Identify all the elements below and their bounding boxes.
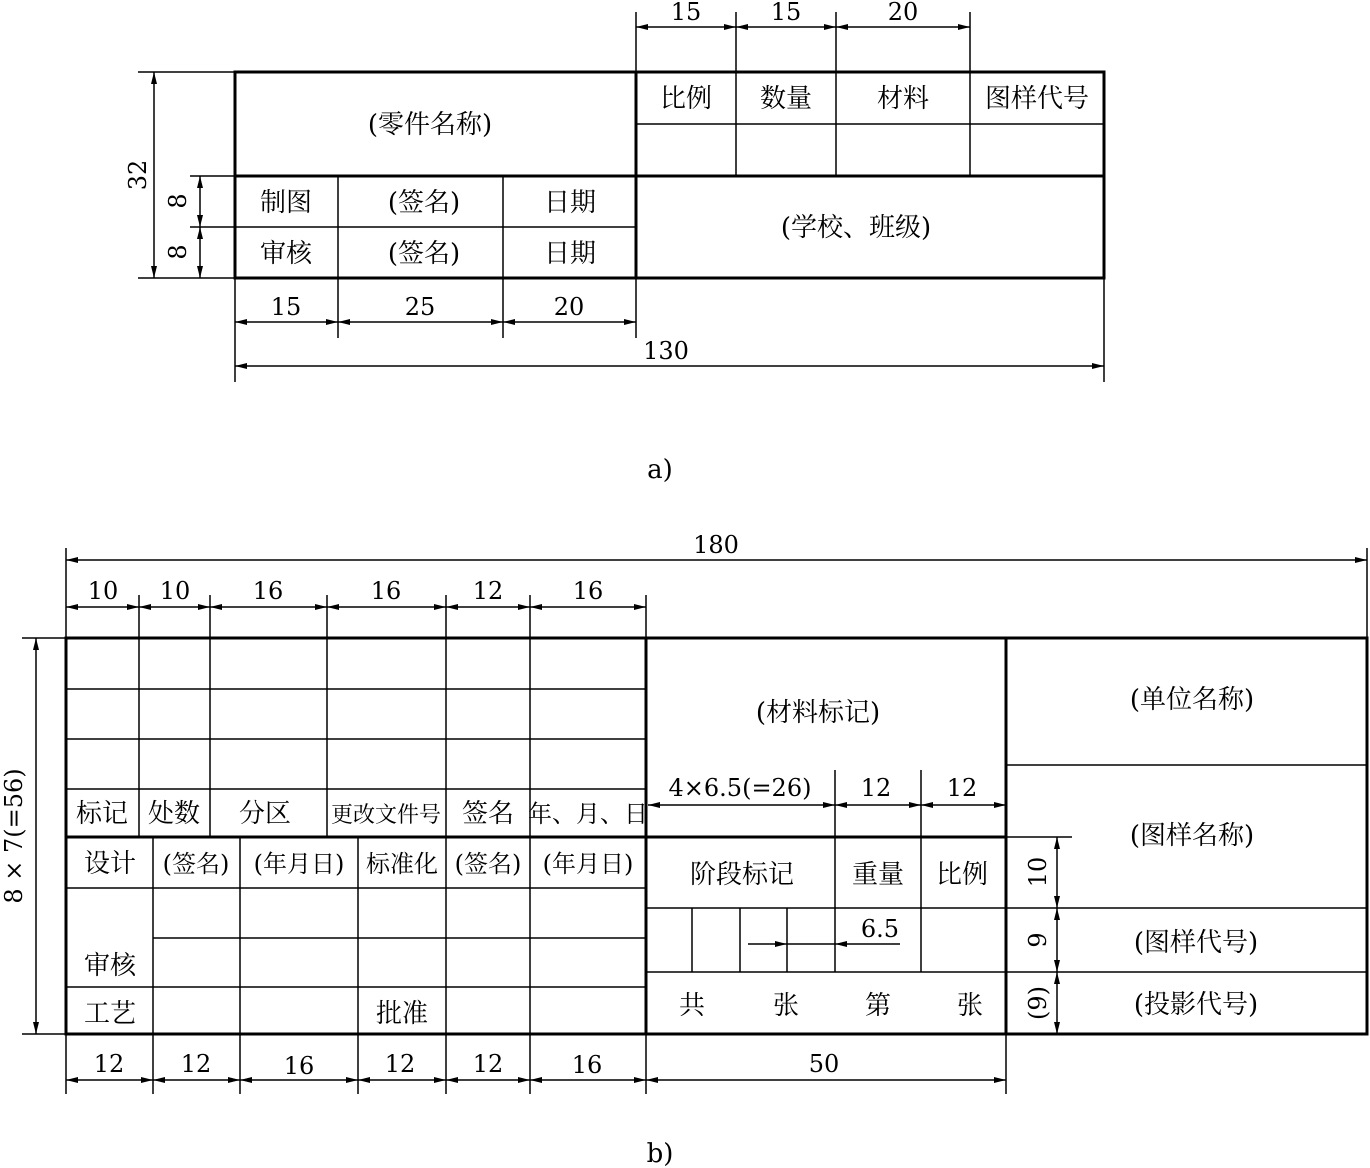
dim-row-1: 8 <box>164 193 192 209</box>
dim-stage-cell: 6.5 <box>860 915 900 943</box>
dim-total-width: 130 <box>643 337 689 365</box>
rev-header-doc-no: 更改文件号 <box>330 803 442 828</box>
rev-header-count: 处数 <box>147 799 201 829</box>
drafter-signature: (签名) <box>387 188 461 218</box>
dim-b-top-2: 10 <box>159 577 191 605</box>
dim-height-total: 32 <box>124 159 152 191</box>
dim-b-top-1: 10 <box>87 577 119 605</box>
dim-b-bottom-6: 16 <box>571 1051 603 1079</box>
dim-top-1: 15 <box>670 0 702 26</box>
figure-a <box>124 0 1104 485</box>
dim-scale-width: 12 <box>946 774 978 802</box>
dim-right-1: 10 <box>1024 856 1052 888</box>
drawing-name-label: (图样名称) <box>1129 821 1255 851</box>
part-name-label: (零件名称) <box>367 110 493 140</box>
material-mark-label: (材料标记) <box>755 698 881 728</box>
sheet-index-label: 第 <box>864 991 892 1021</box>
dim-b-top-6: 16 <box>572 577 604 605</box>
reviewer-signature: (签名) <box>387 239 461 269</box>
standardization-date: (年月日) <box>542 850 634 878</box>
dim-top-2: 15 <box>770 0 802 26</box>
weight-label: 重量 <box>851 860 905 890</box>
sheet-unit-label-2: 张 <box>956 991 984 1021</box>
dim-row-2: 8 <box>164 244 192 260</box>
reviewer-label: 审核 <box>259 239 313 269</box>
sheet-total-label: 共 <box>678 991 706 1021</box>
drawing-code-label: (图样代号) <box>1133 928 1259 958</box>
rev-header-sign: 签名 <box>461 799 515 829</box>
dim-b-total-width: 180 <box>693 531 739 559</box>
dim-b-bottom-1: 12 <box>93 1050 125 1078</box>
rev-header-date: 年、月、日 <box>528 800 648 828</box>
design-signature: (签名) <box>162 850 230 878</box>
projection-code-label: (投影代号) <box>1133 990 1259 1020</box>
rev-header-mark: 标记 <box>75 799 129 829</box>
school-class-label: (学校、班级) <box>780 213 932 243</box>
design-label: 设计 <box>83 849 137 879</box>
craft-label: 工艺 <box>83 999 137 1029</box>
dim-b-bottom-7: 50 <box>808 1050 840 1078</box>
standardization-signature: (签名) <box>454 850 522 878</box>
dim-bottom-1: 15 <box>270 293 302 321</box>
dim-b-top-3: 16 <box>252 577 284 605</box>
unit-name-label: (单位名称) <box>1129 685 1255 715</box>
dim-right-3: (9) <box>1024 986 1052 1020</box>
dim-right-2: 9 <box>1024 932 1052 948</box>
material-header: 材料 <box>876 84 930 114</box>
design-date: (年月日) <box>253 850 345 878</box>
dim-b-bottom-3: 16 <box>283 1052 315 1080</box>
dim-b-bottom-4: 12 <box>384 1050 416 1078</box>
caption-b: b) <box>646 1139 674 1168</box>
standardization-label: 标准化 <box>366 850 438 878</box>
quantity-header: 数量 <box>759 84 813 114</box>
drawing-code-header: 图样代号 <box>984 84 1090 114</box>
approve-label: 批准 <box>375 999 429 1029</box>
review-label: 审核 <box>83 951 137 981</box>
drafter-label: 制图 <box>259 188 313 218</box>
dim-b-bottom-2: 12 <box>180 1050 212 1078</box>
drafter-date: 日期 <box>543 188 597 218</box>
dim-b-height: 8 × 7(=56) <box>0 768 28 904</box>
dim-b-bottom-5: 12 <box>472 1050 504 1078</box>
dim-top-3: 20 <box>887 0 919 26</box>
dim-b-top-5: 12 <box>472 577 504 605</box>
scale-label: 比例 <box>935 860 989 890</box>
dim-weight-width: 12 <box>860 774 892 802</box>
reviewer-date: 日期 <box>543 239 597 269</box>
caption-a: a) <box>647 455 673 485</box>
stage-mark-label: 阶段标记 <box>689 860 795 890</box>
dim-stage-width: 4×6.5(=26) <box>668 774 812 802</box>
scale-header: 比例 <box>659 84 713 114</box>
rev-header-zone: 分区 <box>238 799 292 829</box>
sheet-unit-label-1: 张 <box>772 991 800 1021</box>
figure-b <box>0 531 1367 1168</box>
dim-bottom-3: 20 <box>553 293 585 321</box>
dim-bottom-2: 25 <box>404 293 436 321</box>
dim-b-top-4: 16 <box>370 577 402 605</box>
